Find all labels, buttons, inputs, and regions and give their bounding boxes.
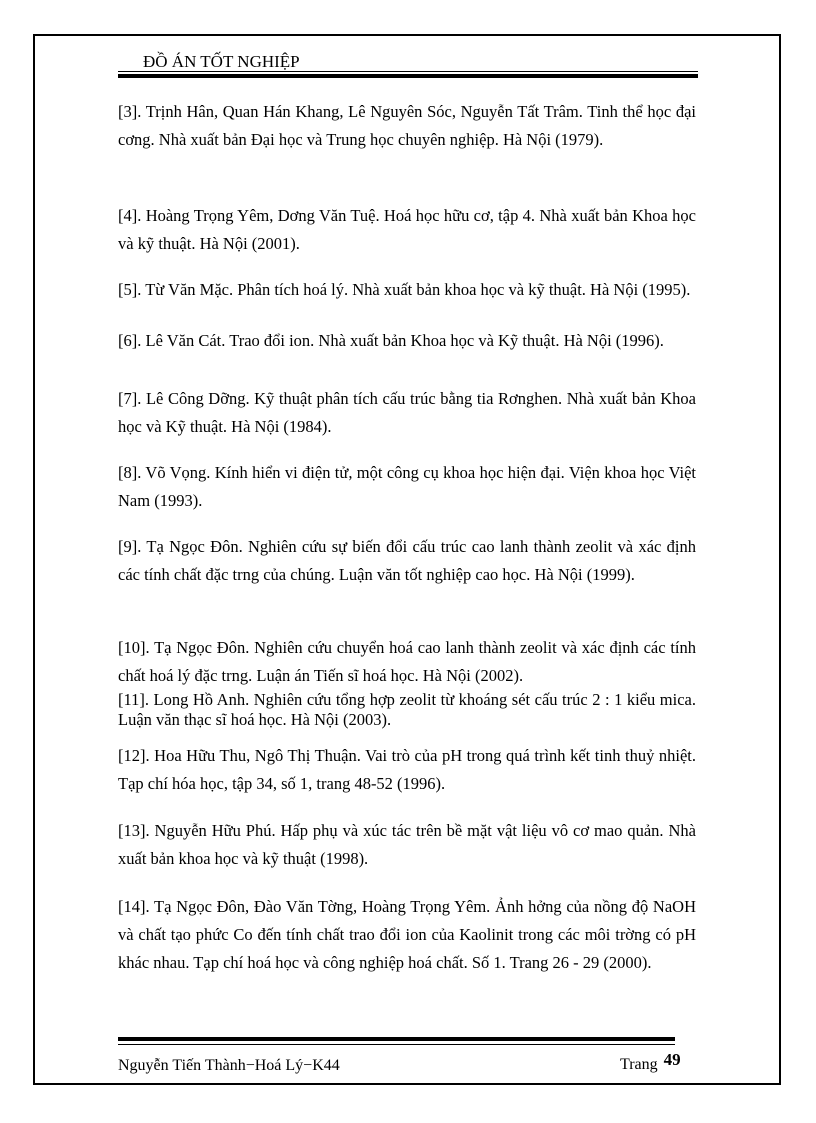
reference-item: [9]. Tạ Ngọc Đôn. Nghiên cứu sự biến đổi cấu trúc cao lanh thành zeolit và xác định các tính chất đặc trng của chúng. Luận văn tốt nghiệp cao học. Hà Nội (1999).: [118, 537, 696, 584]
reference-item: [7]. Lê Công Dỡng. Kỹ thuật phân tích cấu trúc bằng tia Rơnghen. Nhà xuất bản Khoa học và Kỹ thuật. Hà Nội (1984).: [118, 389, 696, 436]
footer-author: Nguyễn Tiến Thành−Hoá Lý−K44: [118, 1057, 340, 1074]
page-number: 49: [663, 1050, 681, 1069]
header-rule: [118, 71, 698, 72]
reference-item: [8]. Võ Vọng. Kính hiển vi điện tử, một công cụ khoa học hiện đại. Viện khoa học Việt Nam (1993).: [118, 463, 696, 510]
page-label: Trang: [620, 1056, 658, 1073]
reference-item: [13]. Nguyễn Hữu Phú. Hấp phụ và xúc tác trên bề mặt vật liệu vô cơ mao quản. Nhà xuất bản khoa học và kỹ thuật (1998).: [118, 821, 696, 868]
reference-item: [4]. Hoàng Trọng Yêm, Dơng Văn Tuệ. Hoá học hữu cơ, tập 4. Nhà xuất bản Khoa học và kỹ thuật. Hà Nội (2001).: [118, 206, 696, 253]
reference-item: [10]. Tạ Ngọc Đôn. Nghiên cứu chuyển hoá cao lanh thành zeolit và xác định các tính chất hoá lý đặc trng. Luận án Tiến sĩ hoá học. Hà Nội (2002).: [118, 638, 696, 685]
footer-rule: [118, 1044, 675, 1045]
reference-item: [11]. Long Hồ Anh. Nghiên cứu tổng hợp zeolit từ khoáng sét cấu trúc 2 : 1 kiểu mica. Luận văn thạc sĩ hoá học. Hà Nội (2003).: [118, 690, 696, 729]
header-rule-thick: [118, 74, 698, 78]
footer-rule-thick: [118, 1037, 675, 1041]
reference-item: [12]. Hoa Hữu Thu, Ngô Thị Thuận. Vai trò của pH trong quá trình kết tinh thuỷ nhiệt. Tạp chí hóa học, tập 34, số 1, trang 48-52 (1996).: [118, 746, 696, 793]
reference-item: [6]. Lê Văn Cát. Trao đổi ion. Nhà xuất bản Khoa học và Kỹ thuật. Hà Nội (1996).: [118, 331, 664, 350]
header-title: ĐỒ ÁN TỐT NGHIỆP: [143, 52, 300, 71]
reference-item: [5]. Từ Văn Mặc. Phân tích hoá lý. Nhà xuất bản khoa học và kỹ thuật. Hà Nội (1995).: [118, 280, 691, 299]
footer-page: [620, 1050, 681, 1074]
reference-item: [3]. Trịnh Hân, Quan Hán Khang, Lê Nguyên Sóc, Nguyễn Tất Trâm. Tinh thể học đại cơng. Nhà xuất bản Đại học và Trung học chuyên nghiệp. Hà Nội (1979).: [118, 102, 696, 149]
reference-item: [14]. Tạ Ngọc Đôn, Đào Văn Tờng, Hoàng Trọng Yêm. Ảnh hởng của nồng độ NaOH và chất tạo phức Co đến tính chất trao đổi ion của Kaolinit trong các môi trờng có pH khác nhau. Tạp chí hoá học và công nghiệp hoá chất. Số 1. Trang 26 - 29 (2000).: [118, 897, 696, 972]
